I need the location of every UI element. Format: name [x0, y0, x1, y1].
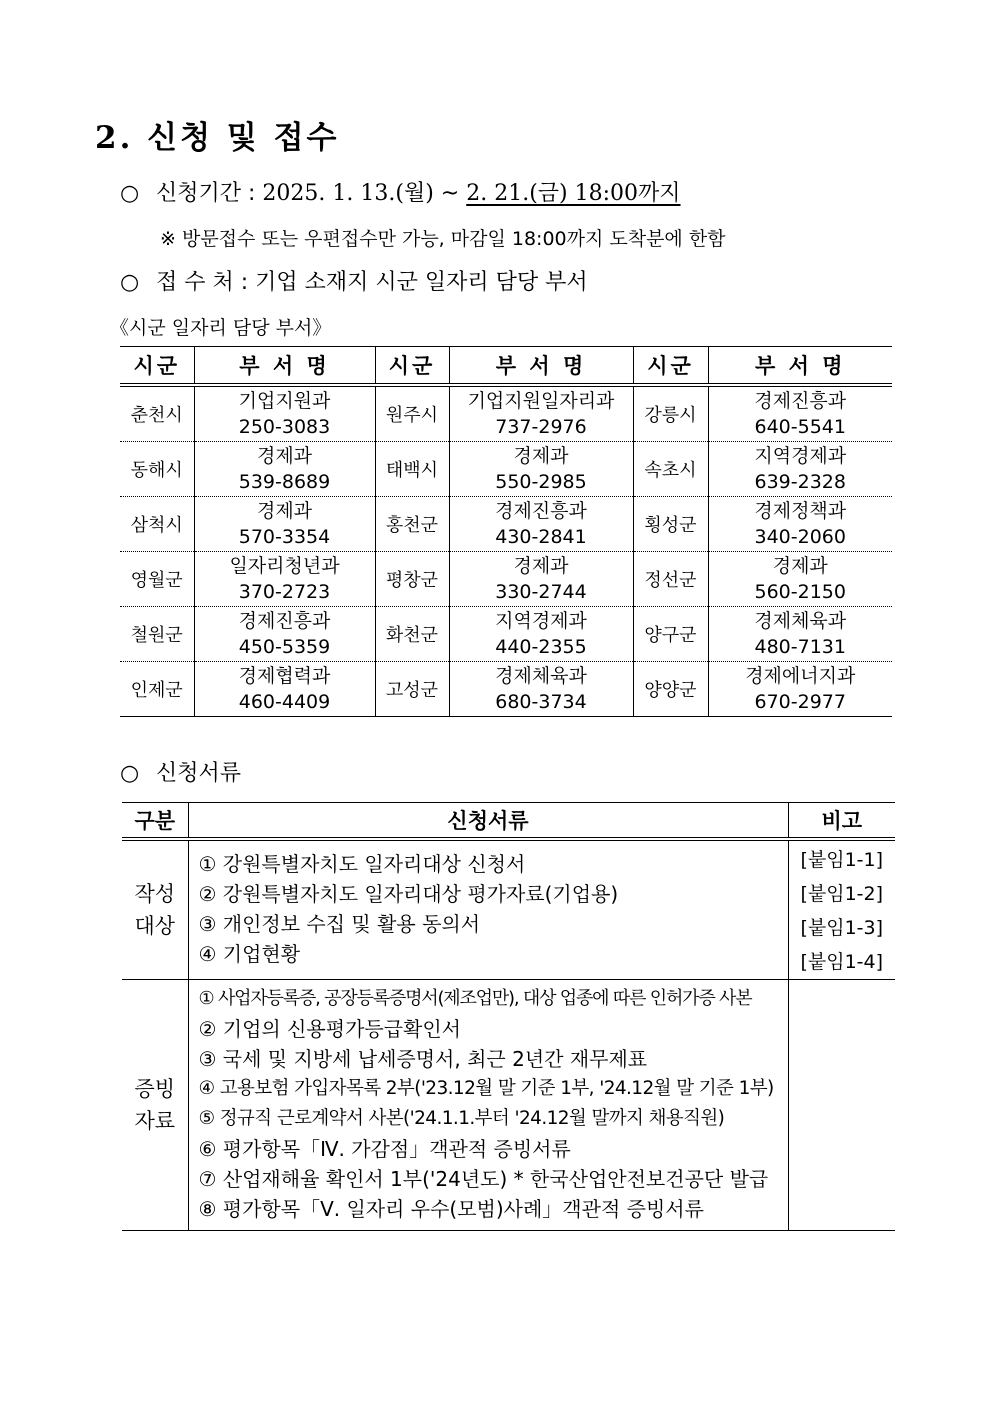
- department-cell: [708, 552, 892, 607]
- document-item: ④ 기업현황: [198, 942, 301, 966]
- department-phone: 639-2328: [754, 471, 846, 493]
- department-cell: [708, 497, 892, 552]
- document-item: ④ 고용보험 가입자목록 2부('23.12월 말 기준 1부, '24.12월 말 기준 1부): [198, 1078, 774, 1099]
- department-phone: 640-5541: [754, 416, 846, 438]
- documents-line: [120, 756, 241, 787]
- period-label: 신청기간 :: [156, 181, 263, 206]
- header-category: 구분: [122, 803, 188, 840]
- attachment-ref: [붙임1-1]: [800, 849, 884, 871]
- region-name: 양구군: [633, 607, 708, 662]
- department-cell: [449, 552, 633, 607]
- department-phone: 737-2976: [495, 416, 587, 438]
- department-cell: [194, 497, 375, 552]
- header-dept: 부 서 명: [449, 347, 633, 386]
- region-name: 철원군: [120, 607, 194, 662]
- region-name: 원주시: [375, 385, 449, 442]
- department-name: 경제과: [256, 445, 313, 467]
- region-name: 태백시: [375, 442, 449, 497]
- header-documents: 신청서류: [188, 803, 788, 840]
- documents-table: [122, 802, 895, 1231]
- department-phone: 250-3083: [238, 416, 331, 438]
- documents-row: [122, 980, 895, 1231]
- department-name: 일자리청년과: [229, 555, 340, 577]
- department-name: 경제진흥과: [754, 390, 847, 412]
- submission-note: ※ 방문접수 또는 우편접수만 가능, 마감일 18:00까지 도착분에 한함: [160, 228, 726, 250]
- department-phone: 680-3734: [495, 691, 587, 713]
- office-table-row: [120, 497, 892, 552]
- department-cell: [194, 607, 375, 662]
- department-name: 지역경제과: [754, 445, 847, 467]
- region-name: 횡성군: [633, 497, 708, 552]
- remark-cell: [788, 839, 895, 980]
- documents-table-body: [122, 839, 895, 1231]
- department-name: 경제과: [513, 445, 569, 467]
- department-name: 경제과: [256, 500, 313, 522]
- office-table-header: [120, 347, 892, 386]
- department-name: 경제체육과: [495, 665, 587, 687]
- department-cell: [194, 442, 375, 497]
- header-dept: 부 서 명: [194, 347, 375, 386]
- document-item: ② 강원특별자치도 일자리대상 평가자료(기업용): [198, 882, 619, 906]
- department-phone: 370-2723: [238, 581, 331, 603]
- department-name: 기업지원과: [238, 390, 331, 412]
- document-list-cell: [188, 839, 788, 980]
- region-name: 춘천시: [120, 385, 194, 442]
- department-phone: 670-2977: [754, 691, 846, 713]
- department-name: 경제에너지과: [745, 665, 856, 687]
- document-item: ⑤ 정규직 근로계약서 사본('24.1.1.부터 '24.12월 말까지 채용직원): [198, 1108, 725, 1129]
- department-phone: 330-2744: [495, 581, 587, 603]
- documents-label: 신청서류: [156, 761, 242, 786]
- region-name: 인제군: [120, 662, 194, 717]
- department-name: 경제진흥과: [495, 500, 587, 522]
- department-name: 지역경제과: [495, 610, 587, 632]
- period-end: 2. 21.(금) 18:00까지: [466, 181, 681, 206]
- department-name: 경제협력과: [238, 665, 331, 687]
- department-cell: [194, 385, 375, 442]
- circle-bullet-icon: ○: [120, 270, 140, 295]
- department-name: 경제과: [772, 555, 828, 577]
- application-period-line: [120, 176, 681, 207]
- document-item: ① 강원특별자치도 일자리대상 신청서: [198, 852, 526, 876]
- region-name: 영월군: [120, 552, 194, 607]
- circle-bullet-icon: ○: [120, 761, 140, 786]
- department-cell: [449, 385, 633, 442]
- header-region: 시군: [375, 347, 449, 386]
- category-label: 작성: [134, 882, 176, 906]
- department-cell: [708, 385, 892, 442]
- department-phone: 460-4409: [238, 691, 331, 713]
- department-cell: [194, 662, 375, 717]
- category-cell: [122, 980, 188, 1231]
- document-item: ⑦ 산업재해율 확인서 1부('24년도) * 한국산업안전보건공단 발급: [198, 1167, 769, 1191]
- region-name: 속초시: [633, 442, 708, 497]
- category-label: 자료: [134, 1109, 176, 1133]
- department-phone: 560-2150: [754, 581, 846, 603]
- office-table-row: [120, 552, 892, 607]
- department-cell: [449, 497, 633, 552]
- document-item: ⑥ 평가항목「Ⅳ. 가감점」객관적 증빙서류: [198, 1137, 571, 1161]
- department-cell: [449, 607, 633, 662]
- region-name: 강릉시: [633, 385, 708, 442]
- department-cell: [708, 662, 892, 717]
- department-name: 경제체육과: [754, 610, 847, 632]
- department-cell: [449, 442, 633, 497]
- attachment-ref: [붙임1-3]: [800, 917, 884, 939]
- office-table-row: [120, 385, 892, 442]
- region-name: 양양군: [633, 662, 708, 717]
- department-cell: [449, 662, 633, 717]
- office-table: [120, 346, 892, 717]
- document-item: ③ 개인정보 수집 및 활용 동의서: [198, 912, 481, 936]
- department-phone: 550-2985: [495, 471, 587, 493]
- remark-cell: [788, 980, 895, 1231]
- attachment-ref: [붙임1-4]: [800, 951, 884, 973]
- circle-bullet-icon: ○: [120, 181, 140, 206]
- period-start: 2025. 1. 13.(월): [262, 181, 434, 206]
- document-item: ① 사업자등록증, 공장등록증명서(제조업만), 대상 업종에 따른 인허가증 사본: [198, 988, 752, 1009]
- department-cell: [194, 552, 375, 607]
- category-label: 대상: [134, 914, 176, 938]
- office-table-row: [120, 662, 892, 717]
- department-name: 경제진흥과: [238, 610, 331, 632]
- document-list-cell: [188, 980, 788, 1231]
- region-name: 고성군: [375, 662, 449, 717]
- department-name: 기업지원일자리과: [467, 390, 615, 412]
- document-item: ③ 국세 및 지방세 납세증명서, 최근 2년간 재무제표: [198, 1047, 648, 1071]
- attachment-ref: [붙임1-2]: [800, 883, 884, 905]
- department-phone: 450-5359: [238, 636, 331, 658]
- region-name: 삼척시: [120, 497, 194, 552]
- office-table-row: [120, 607, 892, 662]
- receipt-line: [120, 265, 588, 296]
- department-phone: 430-2841: [495, 526, 587, 548]
- region-name: 정선군: [633, 552, 708, 607]
- period-tilde: ~: [433, 181, 467, 206]
- category-label: 증빙: [134, 1077, 176, 1101]
- region-name: 화천군: [375, 607, 449, 662]
- department-phone: 340-2060: [754, 526, 846, 548]
- region-name: 동해시: [120, 442, 194, 497]
- table-caption: 《시군 일자리 담당 부서》: [110, 317, 332, 339]
- department-name: 경제과: [513, 555, 569, 577]
- department-name: 경제정책과: [754, 500, 847, 522]
- department-cell: [708, 442, 892, 497]
- section-title: 2. 신청 및 접수: [95, 120, 340, 156]
- office-table-row: [120, 442, 892, 497]
- header-region: 시군: [120, 347, 194, 386]
- department-phone: 539-8689: [238, 471, 331, 493]
- department-phone: 440-2355: [495, 636, 587, 658]
- document-item: ② 기업의 신용평가등급확인서: [198, 1017, 461, 1041]
- receipt-label: 접 수 처 : 기업 소재지 시군 일자리 담당 부서: [156, 270, 588, 295]
- department-phone: 570-3354: [238, 526, 331, 548]
- category-cell: [122, 839, 188, 980]
- office-table-body: [120, 385, 892, 717]
- department-phone: 480-7131: [754, 636, 846, 658]
- region-name: 홍천군: [375, 497, 449, 552]
- header-region: 시군: [633, 347, 708, 386]
- region-name: 평창군: [375, 552, 449, 607]
- header-dept: 부 서 명: [708, 347, 892, 386]
- department-cell: [708, 607, 892, 662]
- header-remarks: 비고: [788, 803, 895, 840]
- documents-row: [122, 839, 895, 980]
- document-item: ⑧ 평가항목「Ⅴ. 일자리 우수(모범)사례」객관적 증빙서류: [198, 1197, 704, 1221]
- documents-table-header: [122, 803, 895, 840]
